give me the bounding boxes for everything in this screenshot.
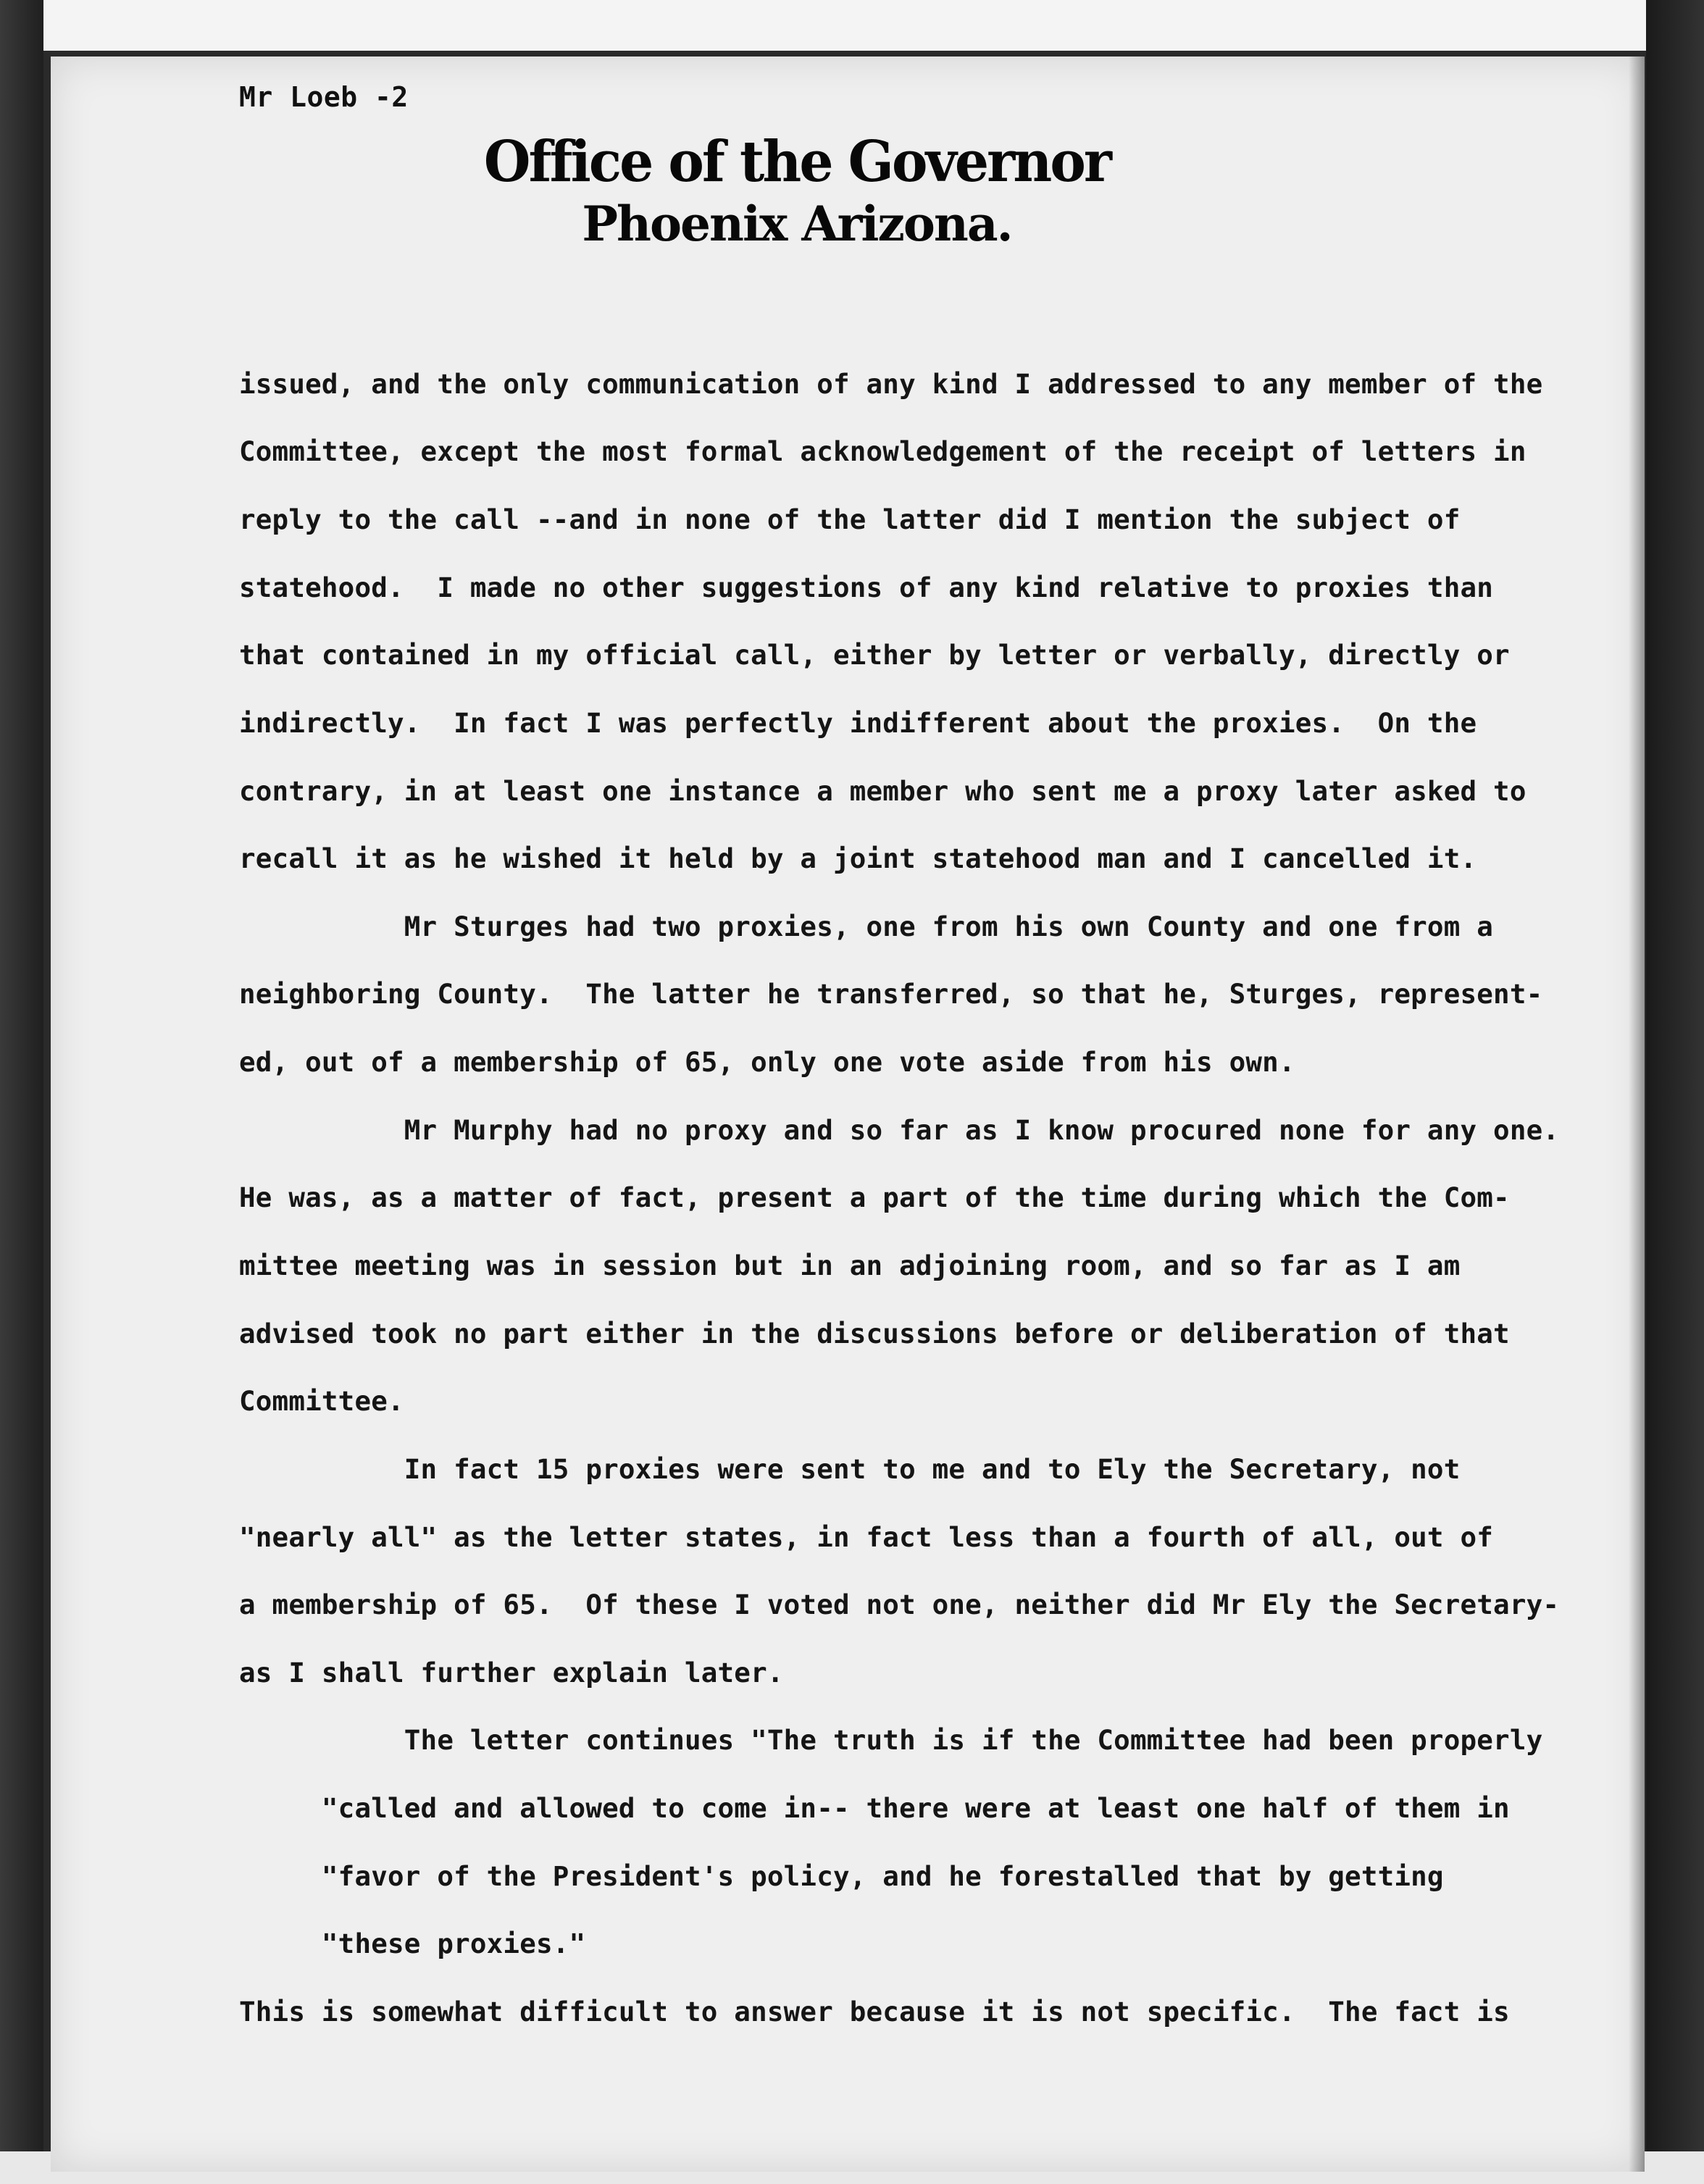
body-line: advised took no part either in the discussions before or deliberation of that xyxy=(239,1318,1510,1350)
body-line: "favor of the President's policy, and he forestalled that by getting xyxy=(239,1860,1444,1892)
scan-right-edge xyxy=(1646,0,1704,2184)
body-line: recall it as he wished it held by a joint statehood man and I cancelled it. xyxy=(239,842,1477,874)
body-line: statehood. I made no other suggestions of any kind relative to proxies than xyxy=(239,572,1494,603)
body-line: as I shall further explain later. xyxy=(239,1657,784,1689)
body-line: "nearly all" as the letter states, in fact less than a fourth of all, out of xyxy=(239,1521,1494,1553)
body-line: issued, and the only communication of any kind I addressed to any member of the xyxy=(239,368,1543,400)
body-line: Mr Murphy had no proxy and so far as I know procured none for any one. xyxy=(239,1114,1560,1146)
body-line: mittee meeting was in session but in an adjoining room, and so far as I am xyxy=(239,1250,1461,1281)
body-line: indirectly. In fact I was perfectly indifferent about the proxies. On the xyxy=(239,707,1477,739)
body-line: Committee. xyxy=(239,1385,404,1417)
scan-top-margin xyxy=(0,0,1704,51)
body-line: In fact 15 proxies were sent to me and to Ely the Secretary, not xyxy=(239,1453,1461,1485)
body-line: The letter continues "The truth is if the Committee had been properly xyxy=(239,1724,1543,1756)
body-line: Mr Sturges had two proxies, one from his own County and one from a xyxy=(239,911,1494,942)
body-line: "called and allowed to come in-- there were at least one half of them in xyxy=(239,1792,1510,1824)
body-line: a membership of 65. Of these I voted not one, neither did Mr Ely the Secretary- xyxy=(239,1589,1560,1620)
scan-left-edge xyxy=(0,0,43,2184)
body-line: ed, out of a membership of 65, only one vote aside from his own. xyxy=(239,1046,1295,1078)
body-line: that contained in my official call, either by letter or verbally, directly or xyxy=(239,639,1510,671)
body-line: reply to the call --and in none of the latter did I mention the subject of xyxy=(239,503,1461,535)
body-line: neighboring County. The latter he transferred, so that he, Sturges, represent- xyxy=(239,978,1543,1010)
body-line: He was, as a matter of fact, present a part of the time during which the Com- xyxy=(239,1181,1510,1213)
page-edge-shadow xyxy=(1629,57,1645,2172)
letterhead-office: Office of the Governor xyxy=(483,129,1111,195)
body-line: This is somewhat difficult to answer because it is not specific. The fact is xyxy=(239,1996,1510,2028)
page-reference: Mr Loeb -2 xyxy=(239,81,409,113)
letterhead-location: Phoenix Arizona. xyxy=(582,196,1012,252)
body-line: Committee, except the most formal acknowledgement of the receipt of letters in xyxy=(239,435,1526,467)
body-line: "these proxies." xyxy=(239,1928,586,1959)
body-line: contrary, in at least one instance a member who sent me a proxy later asked to xyxy=(239,775,1526,807)
